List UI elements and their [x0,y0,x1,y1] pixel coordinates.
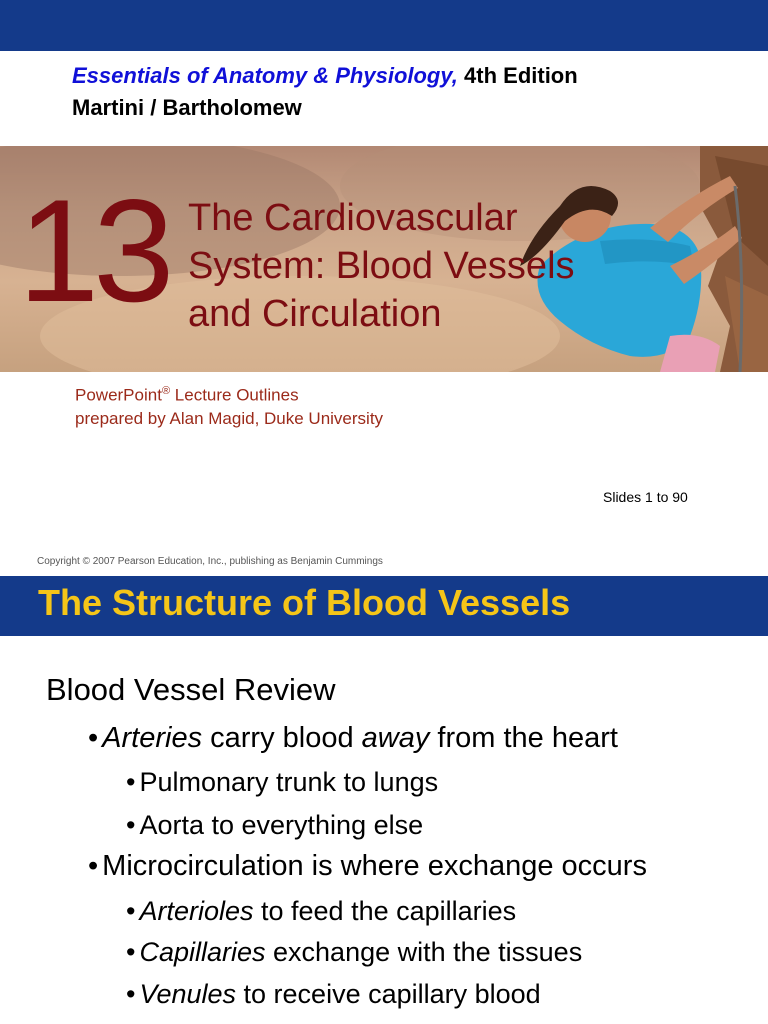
book-title: Essentials of Anatomy & Physiology, [72,63,458,88]
chapter-title-line: The Cardiovascular [188,197,518,239]
powerpoint-subtitle [75,385,299,406]
bullet-mark: • [126,979,136,1009]
ppt-prefix: PowerPoint [75,385,162,405]
slides-range: Slides 1 to 90 [603,489,688,505]
arteries-end: from the heart [429,722,618,754]
bullet-microcirculation [88,850,647,883]
title-bar [0,576,768,636]
content-slide [0,576,768,1024]
bullet-mark: • [126,767,136,797]
prepared-by: prepared by Alan Magid, Duke University [75,409,384,428]
sub-bullet-arterioles [126,896,516,927]
book-edition: 4th Edition [464,63,578,88]
sub-bullet-venules [126,979,541,1010]
bullet-mark: • [126,937,136,967]
registered-mark: ® [161,385,171,397]
outline-heading: Blood Vessel Review [46,672,336,707]
chapter-title-line: and Circulation [188,293,442,335]
term-venules: Venules [139,979,237,1009]
bullet-mark: • [88,722,99,754]
chapter-banner [0,146,768,372]
term-arteries: Arteries [102,722,203,754]
term-arterioles: Arterioles [139,896,254,926]
chapter-title [188,194,575,338]
slide-title: The Structure of Blood Vessels [38,582,571,623]
arteries-mid: carry blood [202,722,362,754]
term-capillaries: Capillaries [139,937,266,967]
copyright-notice: Copyright © 2007 Pearson Education, Inc., publishing as Benjamin Cummings [37,556,383,567]
bullet-mark: • [126,896,136,926]
book-authors: Martini / Bartholomew [72,95,302,120]
bullet-arteries [88,722,618,755]
sub-bullet-aorta [126,810,423,841]
capillaries-rest: exchange with the tissues [265,937,583,967]
book-title-line [72,63,578,89]
top-color-bar [0,0,768,51]
chapter-title-line: System: Blood Vessels [188,245,575,287]
sub-bullet-capillaries [126,937,582,968]
arterioles-rest: to feed the capillaries [253,896,517,926]
term-away: away [361,722,430,754]
chapter-number: 13 [18,169,169,332]
aorta-text: Aorta to everything else [139,810,424,840]
ppt-suffix: Lecture Outlines [174,385,299,405]
pulmonary-text: Pulmonary trunk to lungs [139,767,439,797]
bullet-mark: • [88,850,99,882]
venules-rest: to receive capillary blood [236,979,541,1009]
sub-bullet-pulmonary [126,767,438,798]
bullet-mark: • [126,810,136,840]
micro-text: Microcirculation is where exchange occurs [102,850,647,882]
